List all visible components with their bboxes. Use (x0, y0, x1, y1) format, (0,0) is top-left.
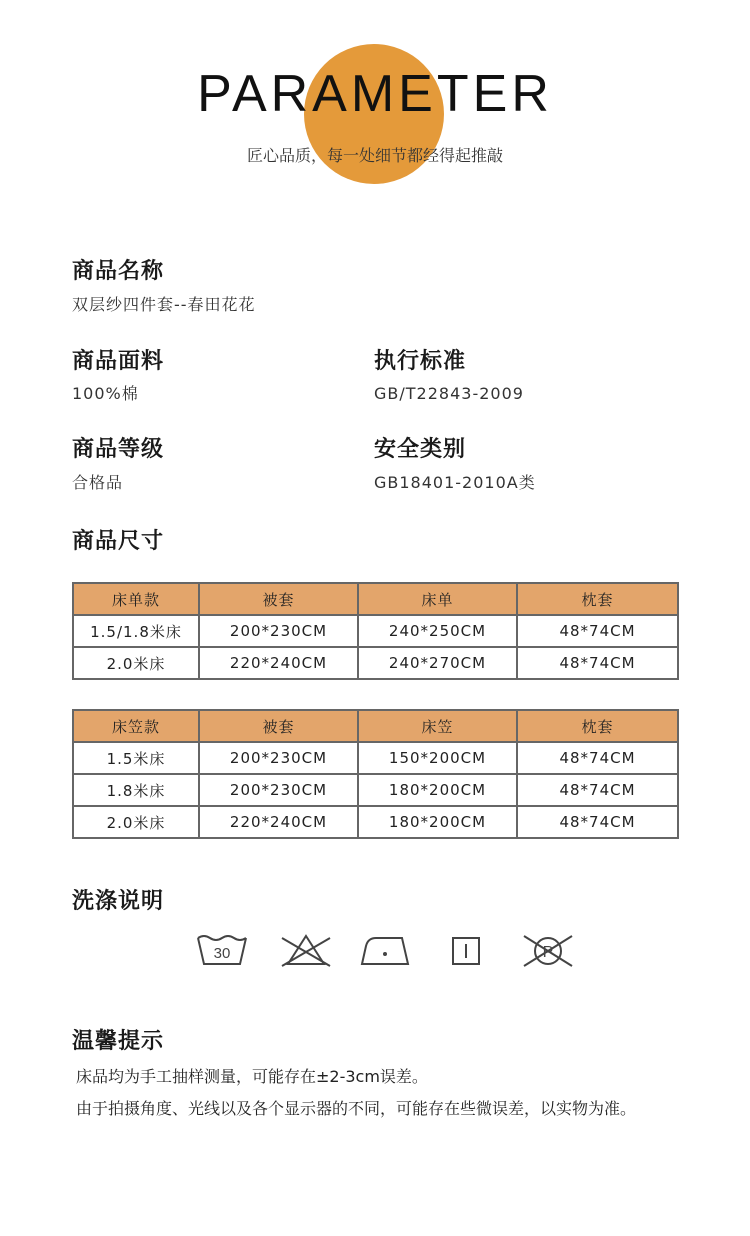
table-cell: 150*200CM (358, 742, 517, 774)
iron-low-icon (358, 930, 414, 970)
safety-value: GB18401-2010A类 (374, 473, 536, 492)
table-cell: 220*240CM (199, 806, 358, 838)
tip-line: 床品均为手工抽样测量，可能存在±2-3cm误差。 (76, 1067, 428, 1086)
table-cell: 48*74CM (517, 742, 678, 774)
table-cell: 240*270CM (358, 647, 517, 679)
sheet-size-table (72, 582, 679, 680)
table-cell: 220*240CM (199, 647, 358, 679)
washing-label: 洗涤说明 (72, 889, 165, 914)
table-cell: 200*230CM (199, 742, 358, 774)
table-header-cell: 床笠款 (73, 710, 199, 742)
product-name-label: 商品名称 (72, 259, 165, 284)
table-cell: 180*200CM (358, 774, 517, 806)
table-row (73, 742, 678, 774)
table-cell: 1.5/1.8米床 (73, 615, 199, 647)
grade-value: 合格品 (72, 473, 124, 492)
fitted-size-table (72, 709, 679, 839)
table-header-cell: 被套 (199, 710, 358, 742)
table-cell: 200*230CM (199, 774, 358, 806)
table-row (73, 806, 678, 838)
table-header-row (73, 583, 678, 615)
table-cell: 48*74CM (517, 774, 678, 806)
table-cell: 2.0米床 (73, 647, 199, 679)
page-title: PARAMETER (197, 65, 553, 123)
standard-label: 执行标准 (374, 349, 467, 374)
no-bleach-icon (278, 930, 334, 970)
fabric-label: 商品面料 (72, 349, 165, 374)
table-row (73, 647, 678, 679)
table-header-cell: 床笠 (358, 710, 517, 742)
tip-line: 由于拍摄角度、光线以及各个显示器的不同，可能存在些微误差，以实物为准。 (76, 1099, 637, 1118)
table-cell: 48*74CM (517, 647, 678, 679)
table-header-cell: 被套 (199, 583, 358, 615)
product-name-value: 双层纱四件套--春田花花 (72, 295, 256, 314)
table-header-cell: 床单 (358, 583, 517, 615)
table-cell: 1.5米床 (73, 742, 199, 774)
table-header-cell: 枕套 (517, 583, 678, 615)
table-cell: 48*74CM (517, 806, 678, 838)
table-header-cell: 床单款 (73, 583, 199, 615)
tips-label: 温馨提示 (72, 1029, 165, 1054)
table-header-cell: 枕套 (517, 710, 678, 742)
page-subtitle: 匠心品质，每一处细节都经得起推敲 (246, 146, 503, 165)
fabric-value: 100%棉 (72, 384, 139, 403)
grade-label: 商品等级 (72, 437, 165, 462)
table-cell: 240*250CM (358, 615, 517, 647)
safety-label: 安全类别 (374, 437, 467, 462)
table-header-row (73, 710, 678, 742)
table-cell: 1.8米床 (73, 774, 199, 806)
wash-temperature-text: 30 (213, 945, 231, 962)
wash-30-icon (194, 930, 250, 970)
no-dry-clean-icon (520, 930, 576, 970)
dry-clean-letter: P (542, 944, 554, 961)
table-row (73, 774, 678, 806)
table-cell: 200*230CM (199, 615, 358, 647)
size-label: 商品尺寸 (72, 529, 165, 554)
table-row (73, 615, 678, 647)
line-dry-icon (437, 930, 493, 970)
table-cell: 180*200CM (358, 806, 517, 838)
standard-value: GB/T22843-2009 (374, 384, 524, 403)
table-cell: 2.0米床 (73, 806, 199, 838)
table-cell: 48*74CM (517, 615, 678, 647)
